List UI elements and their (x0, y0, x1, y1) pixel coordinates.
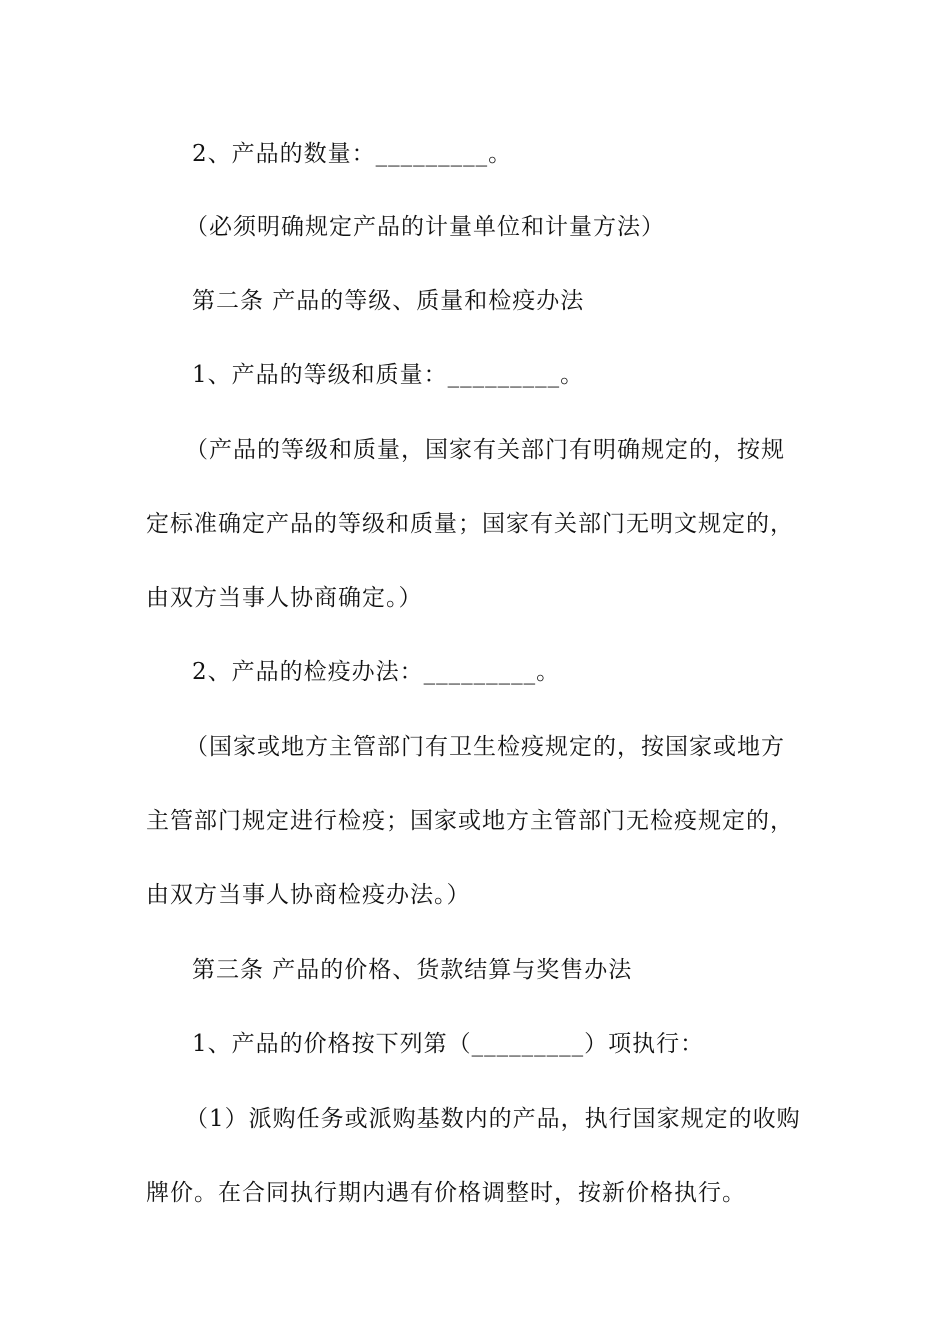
article-two-heading: 第二条 产品的等级、质量和检疫办法 (192, 288, 585, 314)
price-clause: 1、产品的价格按下列第（_________）项执行： (192, 1031, 705, 1057)
quarantine-note-line-1: （国家或地方主管部门有卫生检疫规定的，按国家或地方 (185, 734, 785, 760)
quarantine-note-line-2: 主管部门规定进行检疫；国家或地方主管部门无检疫规定的， (146, 808, 794, 834)
quantity-clause: 2、产品的数量：_________。 (192, 141, 513, 167)
article-three-heading: 第三条 产品的价格、货款结算与奖售办法 (192, 957, 633, 983)
grade-quality-note-line-1: （产品的等级和质量，国家有关部门有明确规定的，按规 (185, 437, 785, 463)
grade-quality-note-line-2: 定标准确定产品的等级和质量；国家有关部门无明文规定的， (146, 511, 794, 537)
grade-quality-clause: 1、产品的等级和质量：_________。 (192, 362, 585, 388)
quantity-note: （必须明确规定产品的计量单位和计量方法） (185, 214, 665, 240)
grade-quality-note-line-3: 由双方当事人协商确定。） (146, 585, 423, 611)
quarantine-note-line-3: 由双方当事人协商检疫办法。） (146, 882, 471, 908)
price-option-1-line-1: （1）派购任务或派购基数内的产品，执行国家规定的收购 (185, 1106, 801, 1132)
price-option-1-line-2: 牌价。在合同执行期内遇有价格调整时，按新价格执行。 (146, 1180, 746, 1206)
quarantine-clause: 2、产品的检疫办法：_________。 (192, 659, 561, 685)
